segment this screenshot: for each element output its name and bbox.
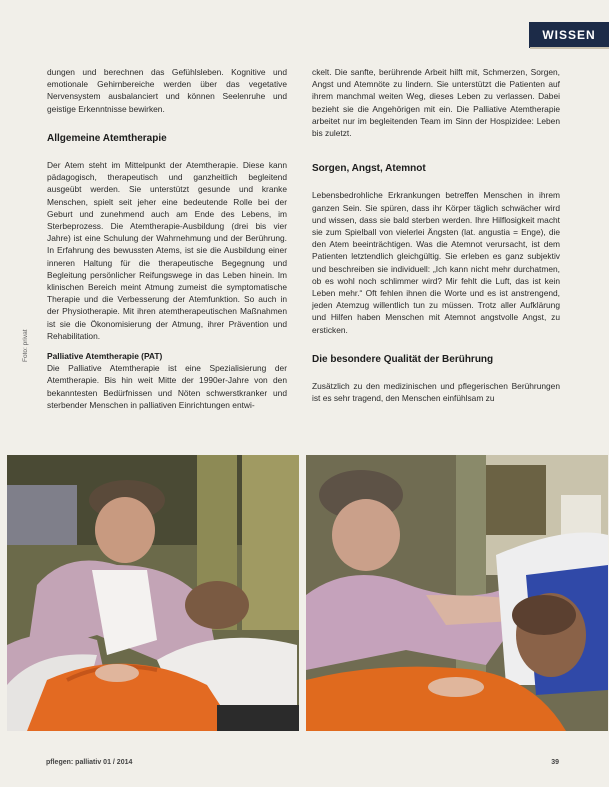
heading-allgemeine-atemtherapie: Allgemeine Atemtherapie xyxy=(47,132,167,144)
section-rule xyxy=(530,47,609,49)
right-column xyxy=(312,66,560,412)
paragraph-allgemeine-atemtherapie: Der Atem steht im Mittelpunkt der Atemtherapie. Diese kann pädagogisch, therapeutisch und ganzheitlich begleitend ausgeübt werden. Sie unterstützt gesunde und kranke Menschen, spielt seit jeher eine bedeutende Rolle bei der Geburt und zunehmend auch am Ende des Lebens, im Sterbeprozess. Die Atemtherapie-Ausbildung (drei bis vier Jahre) ist eine Schulung der Wahrnehmung und der Berührung. In Erfahrung des bewussten Atems, ist sie die Ausbildung einer inneren Haltung für die therapeutische Begegnung und Begleitung persönlicher Reifungswege in das Leben hinein. Im klinischen Bereich meint Atmung zumeist die symptomatische Therapie und die Verbesserung der Atemfunktion. So auch in der Physiotherapie. Mit ihren atemtherapeutischen Maßnahmen ist sie die Ökonomisierung der Atmung, ihrer Prävention und Rehabilitation. xyxy=(47,160,287,341)
paragraph-sorgen-angst-atemnot: Lebensbedrohliche Erkrankungen betreffen Menschen in ihrem ganzen Sein. Sie spüren, dass ihr Körper täglich schwächer wird und wissen, dass sie bald sterben werden. Ihre Hilflosigkeit macht sie zum Spielball von vielerlei Ängsten (lat. angustia = Enge), die den Atem beeinträchtigen. Was die Atemnot verursacht, ist dem Patienten letztendlich gleichgültig. Sie erleben es ganz subjektiv und beschreiben sie individuell: „Ich kann nicht mehr durchatmen, ob es wohl noch schlimmer wird? Mir fehlt die Luft, das ist kein Leben mehr.“ Oft fehlen ihnen die Worte und es ist anstrengend, jeden Atemzug willentlich tun zu müssen. Trotz aller Aufklärung und Hilfen haben Menschen mit Atemnot angstvolle Angst, zu ersticken. xyxy=(312,190,560,335)
paragraph-palliative-atemtherapie: Die Palliative Atemtherapie ist eine Spezialisierung der Atemtherapie. Bis hin weit Mitte der 1990er-Jahre von den bekanntesten Bedürfnissen und Nöten schwerstkranker und sterbender Menschen in palliativen Einrichtungen entwi- xyxy=(47,363,287,410)
left-intro-paragraph: dungen und berechnen das Gefühlsleben. Kognitive und emotionale Gehirnbereiche werden über das vegetative Nervensystem ausbalanciert und können Seelenruhe und geistige Erkenntnisse bewirken. xyxy=(47,67,287,114)
photo-therapist-with-patient-right xyxy=(306,455,608,731)
section-label: WISSEN xyxy=(529,22,609,48)
heading-qualitaet-beruehrung: Die besondere Qualität der Berührung xyxy=(312,353,494,365)
page-number: 39 xyxy=(551,759,559,766)
photo-credit: Foto: privat xyxy=(22,329,29,362)
left-column xyxy=(47,66,287,419)
heading-sorgen-angst-atemnot: Sorgen, Angst, Atemnot xyxy=(312,163,426,175)
right-intro-paragraph: ckelt. Die sanfte, berührende Arbeit hilft mit, Schmerzen, Sorgen, Angst und Atemnöte zu lindern. Sie unterstützt die Patienten auf ihrem manchmal weiten Weg, dieses Leben zu verlassen. Dabei bezieht sie die Angehörigen mit ein. Die Palliative Atemtherapie arbeitet nur im begleitenden Team im Sinn der Hospizidee: Leben bis zuletzt. xyxy=(312,67,560,139)
paragraph-qualitaet-beruehrung: Zusätzlich zu den medizinischen und pflegerischen Berührungen ist es sehr tragend, den Menschen einfühlsam zu xyxy=(312,381,560,404)
heading-palliative-atemtherapie: Palliative Atemtherapie (PAT) xyxy=(47,351,163,362)
photo-therapist-with-patient-left xyxy=(7,455,299,731)
footer-publication: pflegen: palliativ 01 / 2014 xyxy=(46,759,133,766)
